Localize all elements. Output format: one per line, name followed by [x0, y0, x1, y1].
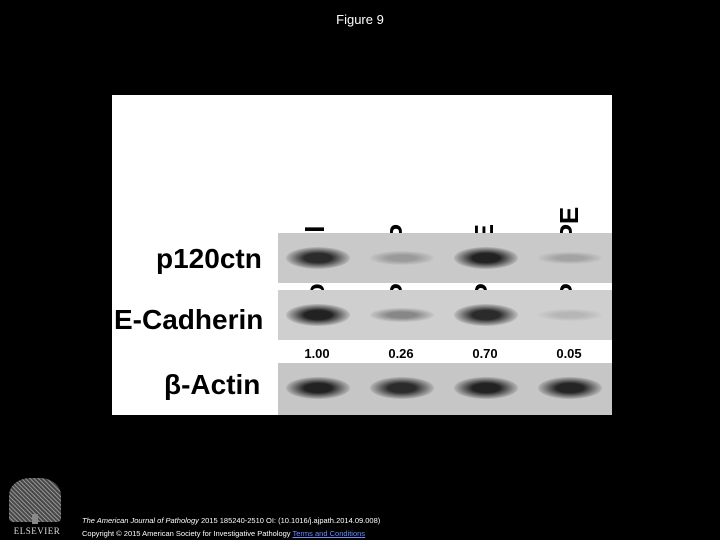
publisher-name: ELSEVIER: [13, 526, 61, 536]
terms-link[interactable]: Terms and Conditions: [292, 529, 366, 538]
quant-value-epc1-pe: 0.05: [556, 346, 582, 361]
blot-band: [370, 377, 434, 399]
blot-band: [286, 247, 350, 269]
row-label-p120ctn: p120ctn: [156, 243, 262, 274]
blot-band: [538, 309, 602, 320]
citation-text: 2015 185240-2510 OI: (10.1016/j.ajpath.2014.09.008): [198, 516, 381, 525]
blot-band: [286, 304, 350, 327]
row-label-beta-actin: β-Actin: [164, 369, 261, 400]
blot-band: [454, 304, 518, 326]
quant-value-epc1-p: 0.26: [388, 346, 414, 361]
quant-value-epc1-e: 0.70: [472, 346, 498, 361]
blot-band: [370, 251, 434, 265]
citation-line: [82, 516, 380, 525]
elsevier-logo: [6, 478, 66, 538]
quant-value-control: 1.00: [304, 346, 330, 361]
copyright-line: [82, 529, 365, 538]
row-label-e-cadherin: E-Cadherin: [114, 304, 264, 335]
blot-band: [454, 377, 518, 400]
blot-band: [286, 377, 350, 400]
blot-strip-p120ctn: [278, 233, 612, 283]
journal-name: The American Journal of Pathology: [82, 516, 199, 525]
figure-title: Figure 9: [336, 12, 384, 27]
blot-band: [454, 247, 518, 270]
copyright-text: Copyright © 2015 American Society for Investigative Pathology: [82, 529, 291, 538]
blot-strip-e-cadherin: [278, 290, 612, 340]
blot-band: [538, 377, 602, 399]
western-blot-figure: [112, 95, 612, 415]
blot-strip-beta-actin: [278, 363, 612, 415]
